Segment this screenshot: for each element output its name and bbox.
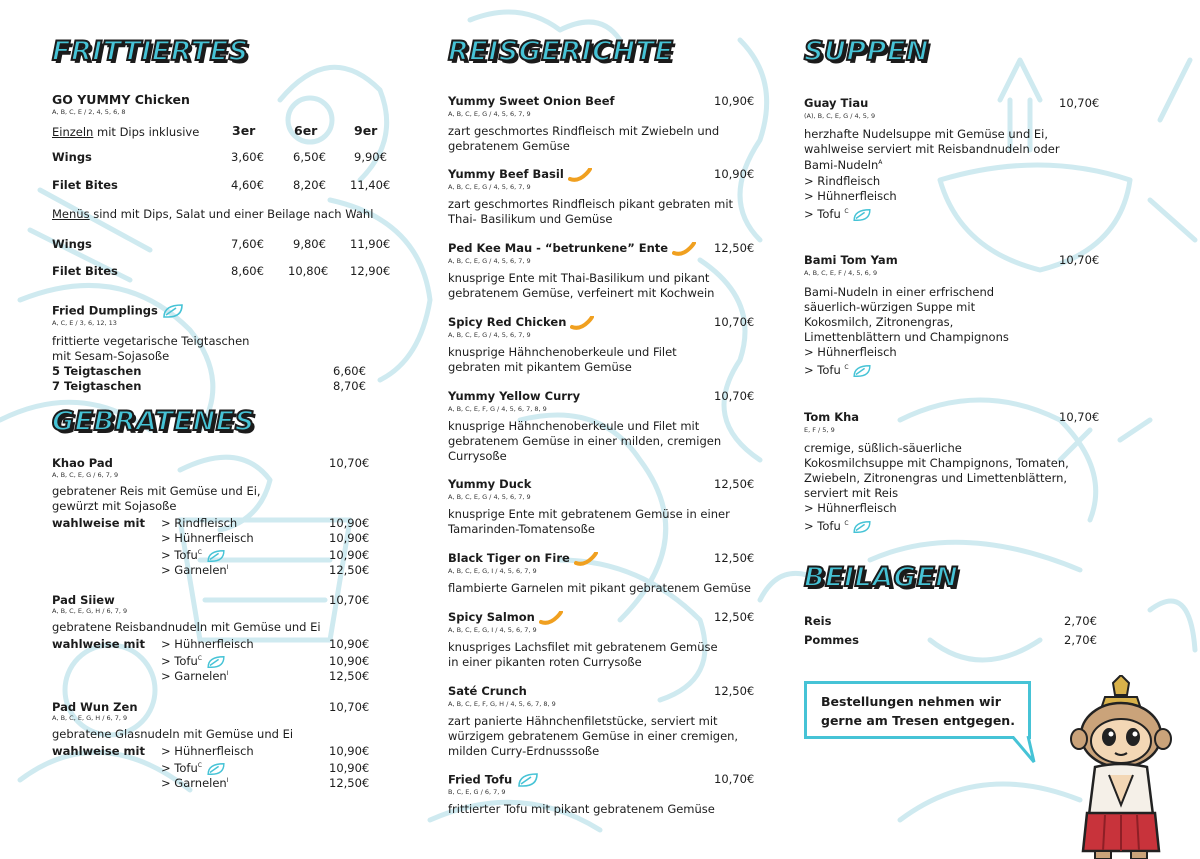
tomkha-desc-2: Kokosmilchsuppe mit Champignons, Tomaten,: [804, 456, 1069, 470]
notice-line-1: Bestellungen nehmen wir: [821, 694, 1001, 709]
option-label: > Tofu: [804, 519, 841, 533]
option-tofu: [804, 363, 872, 378]
item-desc-line: zart geschmortes Rindfleisch pikant gebraten mit: [448, 197, 734, 211]
option-label: > Rindfleisch: [161, 516, 238, 530]
bami-desc-1: Bami-Nudeln in einer erfrischend: [804, 285, 995, 299]
mascot-monk-illustration: [1055, 675, 1190, 859]
item-name-text: Ped Kee Mau - “betrunkene” Ente: [448, 241, 669, 255]
allergens: A, B, C, E, F, G / 4, 5, 6, 7, 8, 9: [448, 405, 547, 413]
desc-text: Bami-Nudeln: [804, 158, 879, 172]
item-desc-line: gebratenem Gemüse in einer milden, cremigen: [448, 434, 722, 448]
item-name-pommes: Pommes: [804, 633, 859, 647]
allergens-go-yummy-chicken: A, B, C, E / 2, 4, 5, 6, 8: [52, 108, 126, 116]
option-label: > Garnelen: [161, 563, 227, 577]
price: 9,80€: [293, 237, 326, 251]
col-header-3er: 3er: [232, 123, 256, 138]
item-name-fried-dumplings: [52, 303, 184, 319]
notice-line-2: gerne am Tresen entgegen.: [821, 713, 1015, 728]
option-label: > Hühnerfleisch: [161, 637, 254, 651]
price: 12,50€: [714, 241, 755, 255]
allergens: A, B, C, E, G / 4, 5, 6, 7, 9: [448, 110, 531, 118]
spicy-chili-icon: [672, 242, 696, 256]
item-name: [448, 94, 615, 108]
price: 8,60€: [231, 264, 264, 278]
khao-desc-2: gewürzt mit Sojasoße: [52, 499, 177, 513]
spicy-chili-icon: [539, 611, 563, 625]
item-desc-line: gebratenem Gemüse, verfeinert mit Kochwein: [448, 286, 715, 300]
option-garnelen: [161, 669, 228, 683]
option-label: > Hühnerfleisch: [161, 531, 254, 545]
dumplings-name-text: Fried Dumplings: [52, 303, 158, 318]
heading-gebratenes: GEBRATENES: [52, 406, 255, 437]
price: 2,70€: [1064, 614, 1097, 628]
option-label: > Tofu: [804, 363, 841, 377]
row-wings-menu: Wings: [52, 237, 92, 251]
item-desc-line: Currysoße: [448, 449, 507, 463]
option-label: > Garnelen: [161, 776, 227, 790]
item-name: [448, 315, 594, 330]
item-desc-line: würzigem gebratenem Gemüse in einer cremigen,: [448, 729, 739, 743]
item-name-go-yummy-chicken: GO YUMMY Chicken: [52, 92, 190, 107]
price: 12,50€: [714, 477, 755, 491]
price: 4,60€: [231, 178, 264, 192]
price: 12,50€: [329, 776, 370, 790]
price: 3,60€: [231, 150, 264, 164]
option-label: > Hühnerfleisch: [804, 189, 897, 203]
allergens: A, B, C, E, F, G, H / 4, 5, 6, 7, 8, 9: [448, 700, 556, 708]
vegan-leaf-icon: [516, 772, 540, 788]
price: 12,50€: [329, 669, 370, 683]
price: 10,90€: [329, 761, 370, 775]
price: 8,20€: [293, 178, 326, 192]
price: 8,70€: [333, 379, 366, 393]
vegan-leaf-icon: [852, 520, 872, 534]
allergen-sup: I: [226, 564, 229, 572]
menues-note: [52, 207, 373, 221]
heading-beilagen: BEILAGEN: [804, 562, 959, 593]
price: 11,40€: [350, 178, 391, 192]
wunzen-desc-1: gebratene Glasnudeln mit Gemüse und Ei: [52, 727, 294, 741]
price: 10,70€: [714, 389, 755, 403]
item-name: [448, 610, 563, 625]
guay-desc-2: wahlweise serviert mit Reisbandnudeln oder: [804, 142, 1060, 156]
option-label: > Hühnerfleisch: [804, 345, 897, 359]
price: 10,70€: [1059, 96, 1100, 110]
item-name-guay-tiau: Guay Tiau: [804, 96, 869, 110]
menues-word: Menüs: [52, 207, 90, 221]
col-header-9er: 9er: [354, 123, 378, 138]
item-desc-line: knusprige Ente mit Thai-Basilikum und pikant: [448, 271, 710, 285]
col-header-6er: 6er: [294, 123, 318, 138]
price: 12,90€: [350, 264, 391, 278]
option-label: > Tofu: [161, 654, 198, 668]
dumplings-desc-2: mit Sesam-Sojasoße: [52, 349, 170, 363]
item-name-bami-tom-yam: Bami Tom Yam: [804, 253, 898, 267]
price: 10,70€: [714, 772, 755, 786]
tomkha-desc-4: serviert mit Reis: [804, 486, 899, 500]
price: 10,80€: [288, 264, 329, 278]
allergens-bami-tom-yam: A, B, C, E, F / 4, 5, 6, 9: [804, 269, 878, 277]
item-name: [448, 477, 531, 491]
einzeln-note: [52, 125, 199, 139]
item-desc-line: flambierte Garnelen mit pikant gebratenem Gemüse: [448, 581, 751, 595]
allergen-sup: C: [197, 549, 202, 557]
item-desc-line: knusprige Ente mit gebratenem Gemüse in einer: [448, 507, 730, 521]
allergen-sup: C: [197, 655, 202, 663]
price: 12,50€: [714, 684, 755, 698]
order-notice-text: [821, 692, 1015, 730]
item-desc-line: gebraten mit pikantem Gemüse: [448, 360, 632, 374]
heading-reisgerichte: REISGERICHTE: [448, 36, 674, 67]
bami-desc-3: Kokosmilch, Zitronengras,: [804, 315, 954, 329]
vegan-leaf-icon: [206, 655, 226, 669]
item-desc-line: Tamarinden-Tomatensoße: [448, 522, 595, 536]
item-name: [448, 551, 598, 566]
allergen-sup: C: [844, 520, 849, 528]
allergens: A, B, C, E, G / 4, 5, 6, 7, 9: [448, 331, 531, 339]
allergen-sup: C: [844, 208, 849, 216]
item-name-text: Yummy Yellow Curry: [448, 389, 581, 403]
item-desc-line: knuspriges Lachsfilet mit gebratenem Gemüse: [448, 640, 718, 654]
tomkha-desc-1: cremige, süßlich-säuerliche: [804, 441, 962, 455]
allergens-pad-siiew: A, B, C, E, G, H / 6, 7, 9: [52, 607, 128, 615]
price: 10,90€: [329, 637, 370, 651]
allergen-sup: I: [226, 670, 229, 678]
item-desc-line: zart geschmortes Rindfleisch mit Zwiebeln und: [448, 124, 720, 138]
allergens-pad-wun-zen: A, B, C, E, G, H / 6, 7, 9: [52, 714, 128, 722]
price: 10,70€: [329, 456, 370, 470]
tomkha-desc-3: Zwiebeln, Zitronengras und Limettenblättern,: [804, 471, 1068, 485]
item-name-text: Fried Tofu: [448, 772, 513, 787]
item-name-text: Yummy Duck: [448, 477, 532, 491]
price: 10,90€: [329, 654, 370, 668]
option-label: > Tofu: [804, 207, 841, 221]
option-label: > Hühnerfleisch: [804, 501, 897, 515]
row-filet-bites-einzeln: Filet Bites: [52, 178, 118, 192]
item-name-text: Spicy Red Chicken: [448, 315, 567, 329]
item-name-text: Black Tiger on Fire: [448, 551, 570, 565]
option-label: > Garnelen: [161, 669, 227, 683]
allergens: B, C, E, G / 6, 7, 9: [448, 788, 506, 796]
item-name-text: Spicy Salmon: [448, 610, 535, 624]
vegan-leaf-icon: [162, 303, 184, 319]
item-desc-line: frittierter Tofu mit pikant gebratenem Gemüse: [448, 802, 715, 816]
item-desc-line: knusprige Hähnchenoberkeule und Filet: [448, 345, 677, 359]
item-name: [448, 772, 540, 788]
dumplings-desc-1: frittierte vegetarische Teigtaschen: [52, 334, 250, 348]
item-name: [448, 389, 580, 403]
price: 10,90€: [329, 548, 370, 562]
menues-rest: sind mit Dips, Salat und einer Beilage nach Wahl: [93, 207, 374, 221]
item-desc-line: knusprige Hähnchenoberkeule und Filet mit: [448, 419, 700, 433]
price: 10,90€: [329, 531, 370, 545]
price: 9,90€: [354, 150, 387, 164]
price: 10,70€: [329, 700, 370, 714]
heading-frittiertes: FRITTIERTES: [52, 36, 249, 67]
siiew-desc-1: gebratene Reisbandnudeln mit Gemüse und Ei: [52, 620, 321, 634]
vegan-leaf-icon: [206, 549, 226, 563]
bami-desc-2: säuerlich-würzigen Suppe mit: [804, 300, 976, 314]
option-garnelen: [161, 776, 228, 790]
option-tofu: [161, 761, 226, 776]
allergen-sup: C: [197, 762, 202, 770]
order-notice-bubble: [804, 681, 1031, 739]
vegan-leaf-icon: [206, 762, 226, 776]
einzeln-word: Einzeln: [52, 125, 94, 139]
wahlweise-label: wahlweise mit: [52, 637, 145, 651]
item-desc-line: Thai- Basilikum und Gemüse: [448, 212, 613, 226]
allergens: A, B, C, E, G, I / 4, 5, 6, 7, 9: [448, 626, 537, 634]
price: 10,90€: [329, 744, 370, 758]
allergens: A, B, C, E, G, I / 4, 5, 6, 7, 9: [448, 567, 537, 575]
item-desc-line: milden Curry-Erdnusssoße: [448, 744, 600, 758]
item-name-pad-siiew: Pad Siiew: [52, 593, 115, 607]
dumplings-7: 7 Teigtaschen: [52, 379, 142, 393]
option-tofu: [161, 654, 226, 669]
item-desc-line: in einer pikanten roten Currysoße: [448, 655, 642, 669]
price: 6,50€: [293, 150, 326, 164]
item-desc-line: gebratenem Gemüse: [448, 139, 570, 153]
option-tofu: [804, 519, 872, 534]
vegan-leaf-icon: [852, 208, 872, 222]
guay-desc-3: [804, 158, 882, 172]
price: 10,90€: [329, 516, 370, 530]
option-label: > Hühnerfleisch: [161, 744, 254, 758]
allergens-tom-kha: E, F / 5, 9: [804, 426, 835, 434]
allergens: A, B, C, E, G / 4, 5, 6, 7, 9: [448, 183, 531, 191]
item-name-tom-kha: Tom Kha: [804, 410, 860, 424]
option-label: > Tofu: [161, 548, 198, 562]
allergens-guay-tiau: (A), B, C, E, G / 4, 5, 9: [804, 112, 876, 120]
spicy-chili-icon: [568, 168, 592, 182]
wahlweise-label: wahlweise mit: [52, 516, 145, 530]
item-name-reis: Reis: [804, 614, 832, 628]
spicy-chili-icon: [570, 316, 594, 330]
allergen-sup: A: [878, 159, 883, 167]
item-name-khao-pad: Khao Pad: [52, 456, 113, 470]
allergens: A, B, C, E, G / 4, 5, 6, 7, 9: [448, 493, 531, 501]
allergens: A, B, C, E, G / 4, 5, 6, 7, 9: [448, 257, 531, 265]
wahlweise-label: wahlweise mit: [52, 744, 145, 758]
price: 10,90€: [714, 94, 755, 108]
einzeln-rest: mit Dips inklusive: [97, 125, 200, 139]
spicy-chili-icon: [574, 552, 598, 566]
option-garnelen: [161, 563, 228, 577]
price: 12,50€: [714, 610, 755, 624]
allergens-khao-pad: A, B, C, E, G / 6, 7, 9: [52, 471, 119, 479]
item-name-pad-wun-zen: Pad Wun Zen: [52, 700, 138, 714]
item-name: [448, 684, 527, 698]
price: 10,70€: [1059, 410, 1100, 424]
bubble-tail: [1010, 736, 1040, 766]
item-name-text: Yummy Beef Basil: [448, 167, 564, 181]
row-wings-einzeln: Wings: [52, 150, 92, 164]
item-name-text: Saté Crunch: [448, 684, 527, 698]
heading-suppen: SUPPEN: [804, 36, 929, 67]
option-tofu: [804, 207, 872, 222]
price: 10,70€: [1059, 253, 1100, 267]
item-desc-line: zart panierte Hähnchenfiletstücke, serviert mit: [448, 714, 718, 728]
allergen-sup: C: [844, 364, 849, 372]
row-filet-bites-menu: Filet Bites: [52, 264, 118, 278]
vegan-leaf-icon: [852, 364, 872, 378]
allergens-fried-dumplings: A, C, E / 3, 6, 12, 13: [52, 319, 117, 327]
price: 10,90€: [714, 167, 755, 181]
price: 12,50€: [329, 563, 370, 577]
guay-desc-1: herzhafte Nudelsuppe mit Gemüse und Ei,: [804, 127, 1049, 141]
option-tofu: [161, 548, 226, 563]
item-name-text: Yummy Sweet Onion Beef: [448, 94, 615, 108]
item-name: [448, 241, 696, 256]
price: 6,60€: [333, 364, 366, 378]
price: 12,50€: [714, 551, 755, 565]
price: 10,70€: [714, 315, 755, 329]
dumplings-5: 5 Teigtaschen: [52, 364, 142, 378]
bami-desc-4: Limettenblättern und Champignons: [804, 330, 1009, 344]
khao-desc-1: gebratener Reis mit Gemüse und Ei,: [52, 484, 261, 498]
allergen-sup: I: [226, 777, 229, 785]
price: 11,90€: [350, 237, 391, 251]
option-label: > Rindfleisch: [804, 174, 881, 188]
price: 10,70€: [329, 593, 370, 607]
option-label: > Tofu: [161, 761, 198, 775]
item-name: [448, 167, 592, 182]
price: 2,70€: [1064, 633, 1097, 647]
price: 7,60€: [231, 237, 264, 251]
